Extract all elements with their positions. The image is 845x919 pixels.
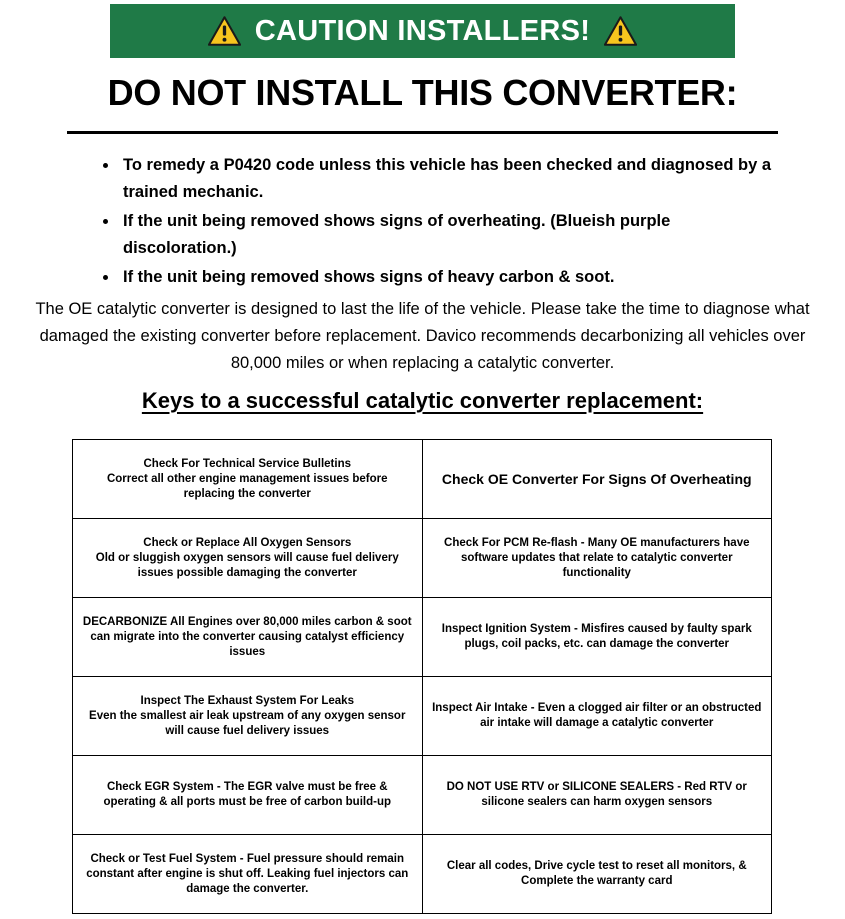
table-cell: Check or Test Fuel System - Fuel pressure should remain constant after engine is shut off. Leaking fuel injectors can damage the converter.	[73, 835, 423, 914]
warning-triangle-icon	[604, 16, 637, 46]
table-row	[73, 835, 772, 914]
caution-banner	[110, 4, 735, 58]
table-cell: Inspect Ignition System - Misfires caused by faulty spark plugs, coil packs, etc. can damage the converter	[422, 598, 772, 677]
table-cell: Check or Replace All Oxygen Sensors Old or sluggish oxygen sensors will cause fuel delivery issues possible damaging the converter	[73, 519, 423, 598]
table-cell: DO NOT USE RTV or SILICONE SEALERS - Red RTV or silicone sealers can harm oxygen sensors	[422, 756, 772, 835]
table-row	[73, 440, 772, 519]
table-cell: Check For PCM Re-flash - Many OE manufacturers have software updates that relate to catalytic converter functionality	[422, 519, 772, 598]
list-item: • If the unit being removed shows signs of overheating. (Blueish purple discoloration.)	[119, 208, 779, 262]
keys-table	[72, 439, 772, 914]
table-cell: Check OE Converter For Signs Of Overheating	[422, 440, 772, 519]
table-cell: Clear all codes, Drive cycle test to reset all monitors, & Complete the warranty card	[422, 835, 772, 914]
list-item: • If the unit being removed shows signs of heavy carbon & soot.	[119, 264, 779, 291]
table-row	[73, 756, 772, 835]
table-cell: Inspect Air Intake - Even a clogged air filter or an obstructed air intake will damage a catalytic converter	[422, 677, 772, 756]
do-not-install-list	[97, 152, 779, 293]
table-cell: Inspect The Exhaust System For Leaks Even the smallest air leak upstream of any oxygen sensor will cause fuel delivery issues	[73, 677, 423, 756]
horizontal-divider	[67, 131, 778, 134]
page-title: DO NOT INSTALL THIS CONVERTER:	[107, 72, 738, 113]
warning-triangle-icon	[208, 16, 241, 46]
body-paragraph: The OE catalytic converter is designed to last the life of the vehicle. Please take the time to diagnose what damaged the existing converter before replacement. Davico recommends decarbonizing all vehicles over 80,000 miles or when replacing a catalytic converter.	[35, 300, 810, 372]
table-cell: Check EGR System - The EGR valve must be free & operating & all ports must be free of carbon build-up	[73, 756, 423, 835]
list-item: • To remedy a P0420 code unless this vehicle has been checked and diagnosed by a trained mechanic.	[119, 152, 779, 206]
keys-section-title: Keys to a successful catalytic converter replacement:	[141, 388, 704, 413]
caution-banner-text: CAUTION INSTALLERS!	[254, 14, 591, 47]
table-cell: Check For Technical Service Bulletins Correct all other engine management issues before replacing the converter	[73, 440, 423, 519]
table-row	[73, 598, 772, 677]
table-cell: DECARBONIZE All Engines over 80,000 miles carbon & soot can migrate into the converter causing catalyst efficiency issues	[73, 598, 423, 677]
table-row	[73, 519, 772, 598]
table-row	[73, 677, 772, 756]
